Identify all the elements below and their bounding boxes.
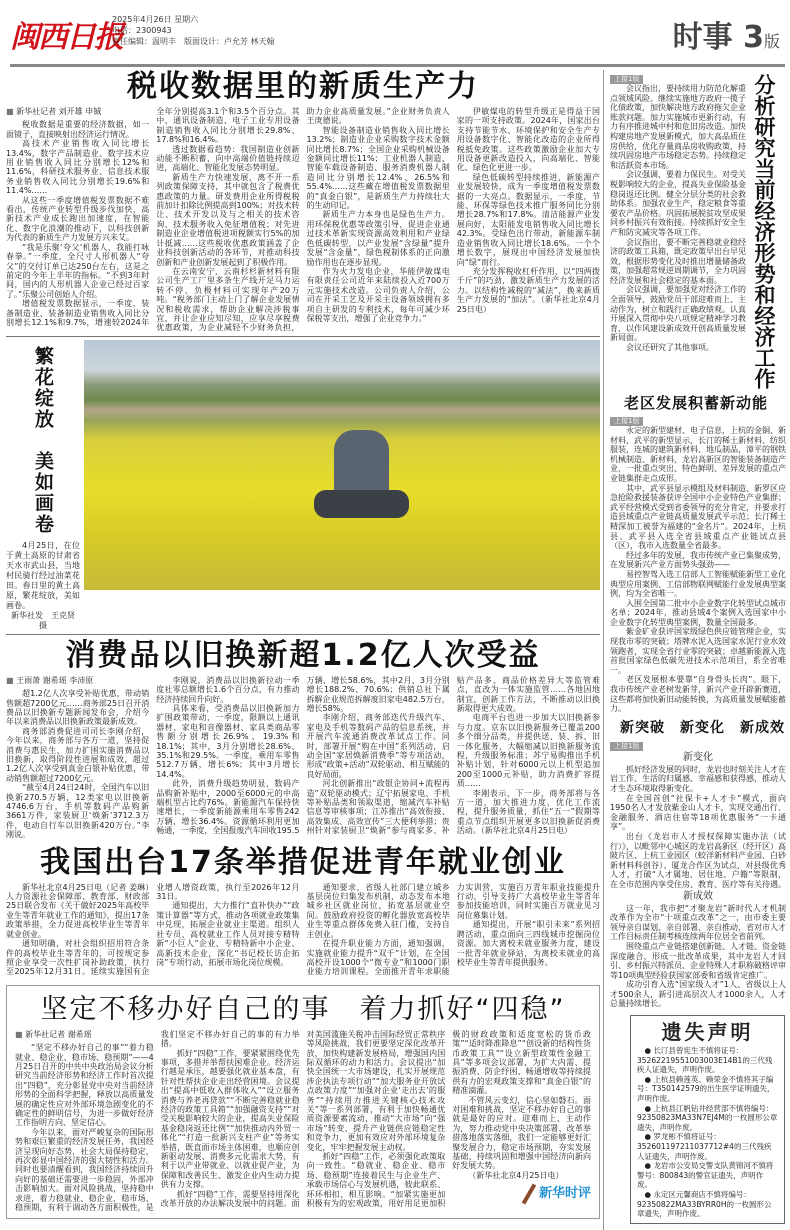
feature-title: 分析研究当前经济形势和经济工作 [752, 74, 776, 389]
paragraph: 河北创新推出“政银企协同+流程再造”双轮驱动模式；辽宁拓展家电、手机等补贴品类和领取渠道，缩减汽车补贴信息等审核事项；江苏推出“高效衔接、高效集成、高效宣传”三大便利举措；贵州针对家装厨卫“焕新”参与商家多、补贴产品多、商品价格差异大等监管难点，直改为一体实施监管……各地因地制宜，创新工作方法，不断推动以旧换新取得更大成效。 [306, 675, 600, 836]
xinhua-commentary-brand: 新华时评 [538, 1186, 591, 1202]
article1-body [6, 107, 600, 333]
paragraph: 充分发挥税收杠杆作用，以“四两拨千斤”的巧劲，激发新质生产力发展的活力。以结构性减税的“减法”，换来新质生产力发展的“加法”。（新华社北京4月25日电） [456, 266, 600, 314]
paragraph: 抓好“四稳”工作，必须强化政策取向一致性。“稳就业、稳企业、稳市场、稳预期”连接着民生与企业生产、承载市场信心与发展机遇，彼此联系、环环相扣、相互影响。“加紧实施更加积极有为的宏观政策，用好用足更加积极的财政政策和适度宽松的货币政策”“适时降准降息”“创设新的结构性货币政策工具”“设立新型政策性金融工具”等多项会议部署，为扩大内需、提振消费、防企纾困、畅通增收等持续提供有力的宏观政策支撑和“真金白银”的精准滴灌。 [306, 1029, 591, 1209]
article2-title: 消费品以旧换新超1.2亿人次受益 [65, 637, 541, 673]
section-label [673, 12, 780, 56]
paragraph: “我是乐聚‘夸父’机器人，我能打咏春拳。”一季度，全尺寸人形机器人“夸父”的交付订单已达250台左右，这是之前定的今年上半年的指标。“不到3年时间，国内的人形机器人企业已经过百家了。”乐聚公司创始人介绍。 [6, 242, 150, 299]
subheading: 新变化 [683, 751, 713, 763]
byline: ■ 新华社记者 刘开雄 申铖 [6, 107, 149, 116]
paragraph: 围绕重点产业链搭建创新链、人才链、资金链深度融合，形成一批改革成果，其中龙岩人才回引、乡村振兴特派员、企业特殊人才职称破格评审等10项典型经验获国家部委和省级肯定推广。 [610, 941, 786, 980]
article3-title: 我国出台17条举措促进青年就业创业 [40, 844, 566, 880]
paragraph: 成功引育入选“国家级人才”1人、省级以上人才500余人，新引进高层次人才1000余人，人才总量持续增长。 [610, 980, 786, 1009]
lost-notice-box [630, 1015, 785, 1224]
paragraph: 在全国首创“社保卡+人才卡”模式，面向1950名人才发放紫金山人才卡，实现交通出行、金融服务、酒店住宿等18项优惠服务“一卡通享”。 [610, 793, 786, 832]
paragraph: 永定的新型建材、电子信息，上杭的金铜、新材料，武平的新型显示，长汀的稀土新材料、纺织服装，连城的建筑新材料、地瓜制品，漳平的钢铁机械制造、新材料，龙岩高新区的智能装备制造产业，一批重点突出、特色鲜明、差异发展的重点产业链集群走点成形。 [610, 426, 786, 483]
paragraph: 超1.2亿人次享受补贴优惠，带动销售额超7200亿元……商务部25日召开消费品以旧换新专题新闻发布会，介绍今年以来消费品以旧换新政策最新成效。 [6, 689, 150, 727]
paragraph: 易控智驾入选工信部人工智能赋能新型工业化典型应用案例、工信部物联网赋能行业发展典型案例，均为全省唯一。 [610, 569, 786, 599]
paragraph: 商务部消费促进司司长李刚介绍，今年以来，商务部与各方一道，坚持促消费与惠民生，加力扩围实施消费品以旧换新，取得阶段性进展和成效，超过1.2亿人次享受到真金白银补贴优惠，带动销售额超过7200亿元。 [6, 726, 150, 783]
paragraph: 在提升职业能力方面，通知强调，实施就业能力提升“双千”计划，在全国高校开设1000个“微专业”和1000门职业能力培训课程。全面推开青年求职能力实训营，实施百万青年职业技能提升行动，引导支持广大高校毕业生等青年参加技能培训，同时实施百万就业见习岗位募集计划。 [306, 882, 600, 977]
subheading: 新成效 [683, 890, 713, 902]
photo-section [6, 340, 600, 631]
paragraph: 新质生产力本身也是绿色生产力。用环保税优惠等政策引导，促进企业通过技术革新实现资源高效利用和产业绿色低碳转型，以产业发展“含绿量”提升发展“含金量”，绿色税制体系的正向激励作用也在逐步显现。 [306, 210, 450, 267]
paragraph: 透过数据看趋势：我国制造业创新动能不断积蓄，向中高端价值链持续迈进，高端化、智能化发展态势明显。 [156, 144, 300, 173]
breakthrough-body [610, 741, 786, 1009]
old-area-body [610, 416, 786, 714]
paragraph: 新质生产力快速发展，离不开一系列政策保障支持，其中就包含了税费优惠政策的力量。研发费用企业所得税税前加计扣除比例提高到100%；对技术转让、技术开发以及与之相关的技术咨询、技术服务收入免征增值税；对先进制造业企业增值税进项税额实行5%的加计抵减……这些税收优惠政策涵盖了企业科技创新活动的各环节，对推动科技创新和产业创新发展起到了积极作用。 [156, 172, 300, 267]
continued-tag: 上接1版 [610, 75, 643, 84]
paragraph: 在云南安宁，云南杉杉新材料有限公司生产工厂里多条生产线开足马力运转不停，负极材料可实现年产20万吨。“税务部门主动上门了解企业发展情况和税收需求，帮助企业解决涉税事宜，并让企业应知尽知，应享尽享税费优惠政策，为企业减轻不少财务负担，助力企业高质量发展。”企业财务负责人王庚德说。 [156, 107, 450, 333]
divider [6, 336, 600, 337]
paragraph: “截至4月24日24时，全国汽车以旧换新270.5万辆，12类家电以旧换新4746.6万台，手机等数码产品购新3661万件，家装厨卫‘焕新’3712.3万件，电动自行车以旧换新420万台。”李刚说。 [6, 783, 150, 840]
paragraph: 会议指出，要不断完善稳就业稳经济的政策工具箱，既定政策早出台早见效，根据形势变化及时推出增量储备政策，加强超常规逆周期调节，全力巩固经济发展和社会稳定的基本面。 [610, 237, 746, 285]
paragraph: 出台《龙岩市人才授权保障实施办法（试行）》，以毗邻中心城区的龙岩高新区（经开区）高陂片区、上杭工业园区（蛟洋新材料产业园、白砂新材料科创谷）、厦龙合作区为试点，对县级优秀人才，打破“人才属地、居住地、户籍”等限制，在全市范围内享受住房、教育、医疗等有关待遇。 [610, 831, 786, 889]
photo-title: 繁花绽放 美如画卷 [32, 345, 54, 535]
paragraph: 税收数据是重要的经济数据，如一面镜子，直接映射出经济运行情况。 [6, 120, 150, 139]
paragraph: （新华社北京4月25日电） [468, 1170, 564, 1180]
continued-tag: 上接1版 [610, 417, 643, 426]
paragraph: 伊敏煤电的转型升级正是得益于国家的一项支持政策。2024年，国家出台支持节能节水、环境保护和安全生产专用设备数字化、智能化改造的企业所得税抵免政策。这些政策激励企业加大专用设备更新改造投入，向高端化、智能化、绿色化更进一步。 [456, 107, 600, 173]
article4-body [15, 1030, 591, 1213]
paragraph: 这一年，我市把“才聚龙岩”新时代人才机制改革作为全市“十项重点改革”之一，由市委主要领导亲自谋划、亲自部署、亲自推动，省对市人才工作目标责任制考核连续两年位居全省前列。 [610, 903, 786, 942]
notice-item: ● 龙岩市公安局交警支队黄锦河不慎将警号：800843的警官证遗失，声明作废。 [637, 1161, 778, 1190]
notice-item: ● 罗龙彬不慎将证号：352601197211037712#4的三代残疾人证遗失，声明作废。 [637, 1132, 778, 1161]
commentary-box [6, 985, 600, 1220]
feature-block [610, 74, 786, 389]
paragraph: 从这些一季度增值税发票数据不难看出，传统产业转型升级步伐加快，高新技术产业成长跑出加速度，在智能化、数字化浪潮的推动下，以科技创新为代表的新质生产力发展方兴未艾。 [6, 195, 150, 243]
notice-item: ● 上杭县赖莲英、赖荣金不慎将其子编号：T350142579的出生医学证明遗失，声明作废。 [637, 1075, 778, 1104]
paragraph: 增值税发票数据显示，一季度，装备制造业、装备制造业销售收入同比分别增长12.1%和9.7%，增速较2024年全年分别提高3.1个和3.5个百分点。其中，通讯设备制造、电子工业专用设备制造销售收入同比分别增长29.8%、17.8%和16.4%。 [6, 107, 300, 327]
paragraph: 今年以来，面对严峻复杂的国际形势和艰巨繁重的经济发展任务，我国经济呈现向好态势，社会大局保持稳定，再次彰显中国经济的强大韧性和活力。同时也要清醒看到，我国经济持续回升向好的基础还需要进一步稳固，外部冲击影响加大。面对风险挑战，坚持稳中求进，着力稳就业、稳企业、稳市场、稳预期，有利于调动各方面积极性，是我们坚定不移办好自己的事的有力举措。 [15, 1029, 300, 1213]
article3-body [6, 883, 600, 977]
paragraph: 抓好“四稳”工作，需要坚持用深化改革开放的办法解决发展中的问题。面对美国滥施关税冲击国际经贸正常秩序等风险挑战，我们更要坚定深化改革开放，加快构建新发展格局，增强国内国际双循环的动力和活力。会议提出“加快全国统一大市场建设，扎实开展规范涉企执法专项行动”“加大服务业开放试点政策力度”“加强对企业‘走出去’的服务”“持续用力推进关键核心技术攻关”等一系列部署，有利于加快畅通优质资源要素流动，推动“大市场”向“强市场”转变，提升产业链供应链稳定性和竞争力，更加有效应对外部环境复杂变化，牢牢把握发展主动权。 [160, 1029, 446, 1209]
article2-body [6, 676, 600, 840]
paragraph: 李刚介绍，商务部迭代升级汽车、家电及手机等数码产品的信息系统，并开展汽车流通消费改革试点工作。同时，部署开展“购在中国”系列活动，启动全国“家居焕新消费季”等专项活动，形成“政策+活动”双轮驱动、相互赋能的良好局面。 [306, 713, 450, 779]
breakthrough-title: 新突破 新变化 新成效 [620, 719, 785, 736]
section-name: 时事 [672, 20, 733, 55]
notice-item: ● 永定区元馨商店不慎将编号：92350822MA33BYRR0H的一枚圆形公章遗失，声明作废。 [637, 1190, 778, 1219]
editors: 责任编辑：温明丰 版面设计：卢允芳 林天翰 [112, 37, 275, 46]
paragraph: 不管风云变幻，信心坚如磐石。面对困难和挑战，坚定不移办好自己的事就是最好的应对。迎难而上、主动作为，努力推动党中央决策部署、改革举措落地落实落细，我们一定能够更好汇聚发展合力，稳定市场预期，夯实发展基础，持续巩固和增强中国经济向新向好发展大势。 [452, 1095, 591, 1171]
scooter [314, 490, 409, 518]
paragraph: 通知要求，省级人社部门建立城乡基层岗位归集发布机制，动态发布本地城乡社区就业岗位，拓宽基层就业空间。鼓励政府投资的孵化器放宽高校毕业生等重点群体免费入驻门槛，支持自主创业。 [306, 882, 450, 939]
masthead-rule [10, 64, 785, 67]
paragraph: 李刚表示，下一步，商务部将与各方一道，加大推进力度，优化工作流程，提升服务质量，抓住“五一”假期等重点节点组织开展更多以旧换新促消费活动。（新华社北京4月25日电） [456, 788, 600, 836]
byline: ■ 新华社记者 谢希瑶 [15, 1030, 154, 1039]
paragraph: “坚定不移办好自己的事”“着力稳就业、稳企业、稳市场、稳预期”——4月25日召开的中共中央政治局会议分析研究当前经济形势和经济工作时首次提出“四稳”，充分彰显党中央对当前经济形势的全面科学把握，释放以高质量发展的确定性应对外部环境急剧变化的不确定性的鲜明信号，为进一步做好经济工作指明方向、坚定信心。 [15, 1043, 154, 1128]
paragraph: 抓好经济发展的同时，龙岩也时刻关注人才在岩工作、生活的归属感、幸福感和获得感，推动人才生态环境取得新变化。 [610, 764, 786, 793]
continued-tag: 上接1版 [610, 742, 643, 751]
paragraph: 绿色低碳转型持续推进，新能源产业发展较快，成为一季度增值税发票数据的一大亮点。数据显示，一季度，节能、环保等绿色技术推广服务同比分别增长28.7%和17.8%。清洁能源产业发展向好，太阳能发电销售收入同比增长42.3%。受绿色出行带动，新能源车制造业销售收入同比增长18.6%。一个个增长数字，展现出中国经济发展加快向“绿”而行。 [456, 172, 600, 267]
photo-credit: 新华社发 王克贤 摄 [11, 610, 75, 630]
main-column [6, 70, 600, 1219]
paragraph: 高技术产业销售收入同比增长13.4%，数字产品制造业、数字技术应用业销售收入同比分别增长12%和11.6%，科研技术服务业、信息技术服务业销售收入同比分别增长19.6%和11.4%…… [6, 139, 150, 196]
paragraph: 李刚说，消费品以旧换新拉动一季度社零总额增长1.6个百分点，有力推动经济持续回升向好。 [156, 675, 300, 704]
paragraph: 抓好“四稳”工作，要紧紧围绕优先事项，多措并举帮扶困难企业。经济运行越是承压，越要强化就业基本盘，有针对性帮扶企业走出经营困境。会议提出“提高中低收入群体收入”“设立服务消费与养老再贷款”“不断完善稳就业稳经济的政策工具箱”“加强融资支持”“对受关税影响较大的企业，提高失业保险基金稳岗返还比例”“加快推动内外贸一体化”“打造一批新兴支柱产业”等务实举措，既直面市场主体困难，也顺应创新驱动发展、消费多元化需求大势，有利于以产业带就业、以就业促产业，为保障和改善民生、激发企业内生动力提供有力支撑。 [160, 1048, 300, 1190]
page-number: 3 [743, 20, 764, 55]
paragraph: 其中，武平县显示模组及材料制造、新罗区应急抢险救援装备获评全国中小企业特色产业集群；武平经营模式受到省委领导的充分肯定，并要求打造县域重点产业链高质量发展武平示范；长汀稀土精深加工被誉为福建的“金名片”。2024年，上杭县、武平县入选全省县域重点产业链试点县（区），我市入选数量全省最多。 [610, 483, 786, 551]
paragraph: 会议强调，要加强党对经济工作的全面领导，鼓励党员干部迎难而上、主动作为，树立和践行正确政绩观。认真开展深入贯彻中央八项规定精神学习教育，以作风建设新成效开创高质量发展新局面。 [610, 285, 746, 343]
xinhua-commentary-brand-line [452, 1183, 591, 1205]
paragraph: 电商平台也进一步加大以旧换新参与力度。京东以旧换新服务已覆盖200多个细分品类，并提供送、装、拆、旧一体化服务，大幅缩减以旧换新服务流程，升级服务标准；苏宁易购推出手机补贴计划，针对6000元以上机型追加200至1000元补贴，助力消费扩容提质…… [456, 713, 600, 789]
paragraph: 通知提出，开展“职引未来”系列招聘活动，重点面向三四线城市挖掘岗位资源。加大离校未就业服务力度，建设一批青年就业驿站，为离校未就业的高校毕业生等青年提供服务。 [456, 920, 600, 967]
paragraph: 紫金矿业获评国家级绿色供应链管理企业，实现我市零的突破；塔牌水泥入选国家水泥行业水效领跑者，实现全省行业零的突破；卓越新能源入选首批国家绿色低碳先进技术示范项目，系全省唯一。 [610, 627, 786, 675]
masthead-meta [112, 14, 275, 47]
paragraph: 入围全国第二批中小企业数字化转型试点城市名单；2024年，推动县域4个案例入选国家中小企业数字化转型典型案例，数量全国最多。 [610, 598, 786, 627]
paragraph: 具体来看，受消费品以旧换新加力扩围政策带动，一季度，限额以上通讯器材、家电和音像器材、家具类商品零售额分别增长26.9%、19.3%和18.1%；其中，3月分别增长28.6%、35.1%和29.5%。一季度，乘用车零售512.7万辆，增长6%；其中3月增长14.4%。 [156, 703, 300, 779]
photo-caption-block [6, 340, 80, 631]
paragraph: 此外，消费升级趋势明显，数码产品购新补贴中，2000至6000元的中高端机型占比约76%。新能源汽车保持快速增长，一季度新能源乘用车零售242万辆，增长36.4%。资源循环利用更加畅通，一季度，全国报废汽车回收195.5万辆，增长58.6%，其中2月、3月分别增长188.2%、70.6%；供销总社下属拆解企业规范拆解废旧家电482.5万台，增长58%。 [156, 675, 450, 836]
paragraph: 会议还研究了其他事项。 [626, 343, 714, 353]
phone: 电话：2300943 [112, 26, 172, 35]
rapeseed-field-photo [84, 340, 600, 590]
article1-title: 税收数据里的新质生产力 [127, 69, 479, 104]
paragraph: 智能设备制造业销售收入同比增长13.2%；制造业企业采购数字技术金额同比增长8.7%；全国企业采购机械设备金额同比增长11%；工业机器人制造、智能车载设备制造、服务消费机器人制造同比分别增长12.4%、26.5%和55.4%……这些藏在增值税发票数据里的“真金白银”，是新质生产力持续壮大的生动印记。 [306, 125, 450, 211]
side-column [603, 70, 786, 1230]
feature-body [610, 74, 746, 389]
paragraph: 通知明确，对社会组织招用符合条件的高校毕业生等青年的，可按规定参照企业享受一次性扩岗补助政策，执行至2025年12月31日。延续实施国有企业增人增资政策，执行至2026年12月31日。 [6, 882, 300, 977]
lost-notice-title: 遗失声明 [661, 1020, 754, 1045]
paragraph: 会议指出，要持续用力防范化解重点领域风险。继续实施地方政府一揽子化债政策，加快解决地方政府拖欠企业账款问题。加力实施城市更新行动，有力有序推进城中村和危旧房改造。加快构建房地产发展新模式，加大高品质住房供给，优化存量商品房收购政策，持续巩固房地产市场稳定态势。持续稳定和活跃资本市场。 [610, 84, 746, 170]
paragraph: 作为火力发电企业，华能伊敏煤电有限责任公司近年来陆续投入近700万元实施技术改造。公司负责人介绍，公司在开采工艺及开采主设备领域拥有多项自主研发的专利技术，每年可减少环保税等支出，增强了企业竞争力。” [306, 266, 450, 323]
paragraph: 经过多年的发展，我市传统产业已集聚成势，在发展新兴产业方面势头强劲—— [610, 550, 786, 570]
paragraph: 通知提出，大力推行“直补快办”“政策计算器”等方式，推动各项就业政策集中兑现，拓展企业就业主渠道。组织人社专员、高校就业工作人员对接专精特新“小巨人”企业、专精特新中小企业、高新技术企业，深化“书记校长访企拓岗”专项行动，拓展市场化岗位规模。 [156, 901, 300, 967]
newspaper-logo: 闽西日报 [10, 20, 122, 55]
paragraph: 新华社北京4月25日电（记者 姜琳）人力资源社会保障部、教育部、财政部25日联合发布《关于做好2025年高校毕业生等青年就业工作的通知》，提出17条政策举措，全力促进高校毕业生等青年就业创业。 [6, 882, 150, 939]
old-area-title: 老区发展积蓄新动能 [624, 394, 769, 412]
byline: ■ 王雨萧 谢希瑶 李沛原 [6, 676, 149, 685]
article4-title: 坚定不移办好自己的事 着力抓好“四稳” [40, 993, 566, 1025]
notice-item: ● 长汀县曾宪生不慎将证号：35262219551003003E14B1的三代残疾人证遗失，声明作废。 [637, 1046, 778, 1075]
pen-icon [522, 1184, 536, 1205]
page-suffix: 版 [763, 32, 780, 51]
notice-item: ● 上杭县江帆钻井经营部不慎将编号：92350823MA33N7EJ4M的一枚圆形公章遗失，声明作废。 [637, 1104, 778, 1133]
photo-caption: 4月25日，在位于黄土高原的甘肃省天水市武山县，当地村民骑行经过油菜花田。春日里的黄土高原，繁花绽放，美如画卷。 [6, 540, 80, 610]
paragraph: 老区发展根本要靠“自身骨头长肉”。眼下，我市传统产业老树发新芽，新兴产业开辟新赛道，这些都将加快新旧动能转换，为高质量发展赋能蓄力。 [610, 675, 786, 714]
issue-date: 2025年4月26日 星期六 [112, 15, 199, 24]
divider [6, 634, 600, 635]
paragraph: 会议强调，要着力保民生。对受关税影响较大的企业，提高失业保险基金稳岗返还比例。健全分层分类的社会救助体系。加强农业生产，稳定粮食等重要农产品价格。巩固拓展脱贫攻坚成果同乡村振兴有效衔接。持续抓好安全生产和防灾减灾等各项工作。 [610, 170, 746, 237]
